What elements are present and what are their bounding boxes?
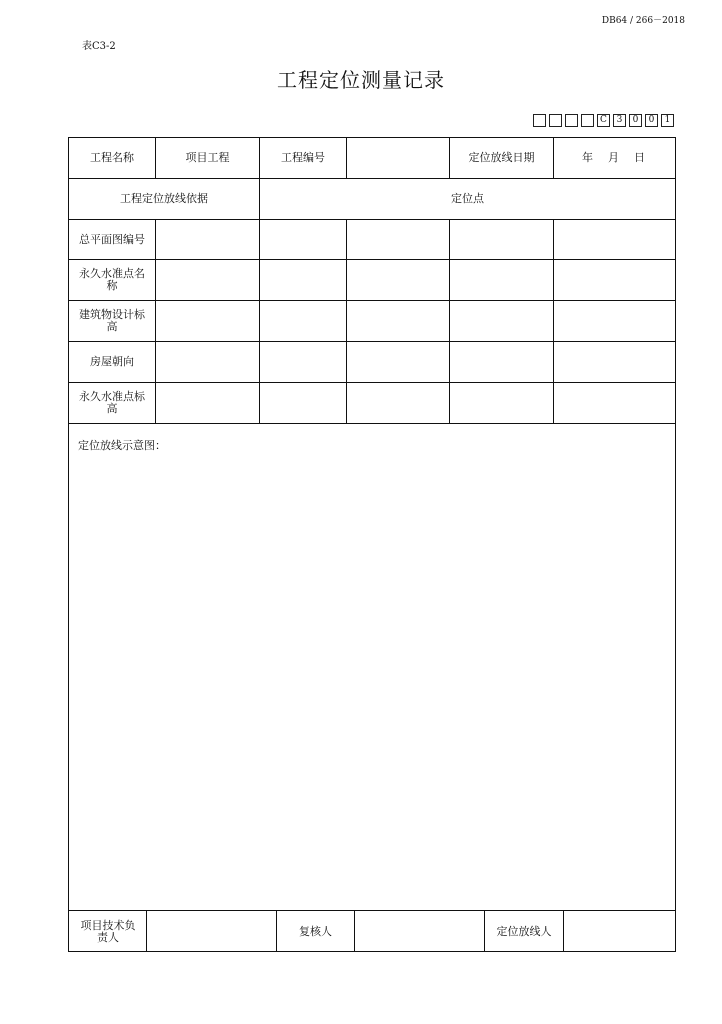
row-divider bbox=[68, 259, 676, 260]
code-cell[interactable] bbox=[533, 114, 546, 127]
code-cell[interactable]: 3 bbox=[613, 114, 626, 127]
code-cell[interactable]: 0 bbox=[645, 114, 658, 127]
form-number: 表C3-2 bbox=[82, 41, 116, 52]
tech-lead-label: 项目技术负责人 bbox=[80, 918, 136, 944]
surveyor-label: 定位放线人 bbox=[496, 924, 552, 938]
row-label-orientation: 房屋朝向 bbox=[90, 355, 134, 368]
standard-number: DB64 / 266－2018 bbox=[601, 16, 685, 26]
page-title: 工程定位测量记录 bbox=[277, 68, 445, 92]
code-cell[interactable] bbox=[581, 114, 594, 127]
layout-date-value[interactable]: 年 月 日 bbox=[582, 151, 647, 164]
row-label-site-plan-no: 总平面图编号 bbox=[79, 232, 145, 246]
col-divider bbox=[155, 219, 156, 423]
col-divider bbox=[563, 910, 564, 952]
code-cell[interactable] bbox=[565, 114, 578, 127]
row-label-benchmark-name: 永久水准点名称 bbox=[79, 267, 145, 292]
layout-points-label: 定位点 bbox=[451, 192, 484, 205]
code-cell[interactable]: 0 bbox=[629, 114, 642, 127]
sketch-label: 定位放线示意图： bbox=[78, 439, 166, 452]
row-label-benchmark-elevation: 永久水准点标高 bbox=[79, 390, 145, 415]
code-cell[interactable]: 1 bbox=[661, 114, 674, 127]
record-code-boxes bbox=[533, 114, 674, 127]
project-name-label: 工程名称 bbox=[90, 151, 134, 164]
code-cell[interactable] bbox=[549, 114, 562, 127]
row-divider bbox=[68, 219, 676, 220]
code-cell[interactable]: C bbox=[597, 114, 610, 127]
reviewer-label: 复核人 bbox=[299, 924, 332, 938]
row-label-design-elevation: 建筑物设计标高 bbox=[79, 308, 145, 333]
col-divider bbox=[354, 910, 355, 952]
layout-date-label: 定位放线日期 bbox=[468, 151, 535, 164]
row-divider bbox=[68, 300, 676, 301]
project-no-label: 工程编号 bbox=[281, 151, 325, 164]
row-divider bbox=[68, 423, 676, 424]
col-divider bbox=[146, 910, 147, 952]
col-divider bbox=[553, 219, 554, 423]
row-divider bbox=[68, 910, 676, 911]
row-divider bbox=[68, 341, 676, 342]
col-divider bbox=[346, 219, 347, 423]
project-no-value[interactable] bbox=[347, 138, 449, 178]
layout-basis-label: 工程定位放线依据 bbox=[120, 192, 208, 205]
row-divider bbox=[68, 382, 676, 383]
col-divider bbox=[449, 219, 450, 423]
col-divider bbox=[259, 219, 260, 423]
project-name-value[interactable]: 项目工程 bbox=[185, 151, 230, 164]
